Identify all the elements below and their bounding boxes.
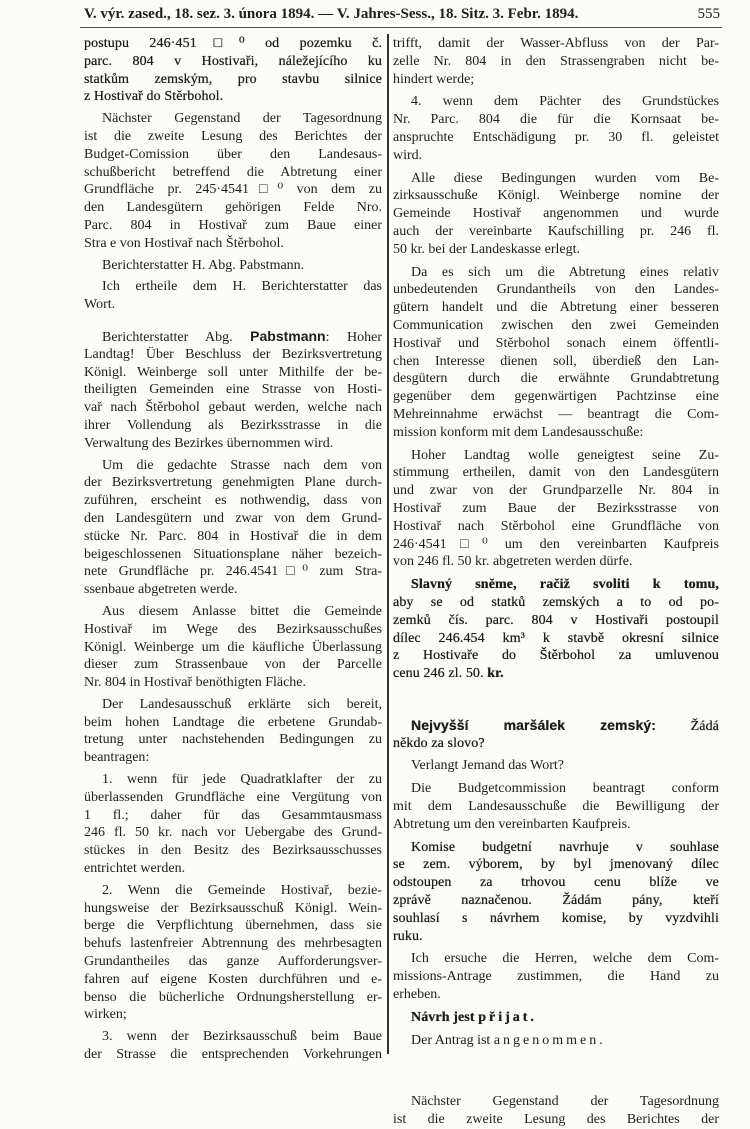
text-line: 4. wenn dem Pächter des Grundstückes: [411, 94, 719, 110]
text-line: berge die Verpflichtung übernehmen, dass sie: [84, 918, 382, 934]
text-line: dieser zum Strassenbaue von der Parcelle: [84, 657, 382, 673]
text-line: Ich ertheile dem H. Berichterstatter das: [102, 279, 382, 295]
left-paragraph: [84, 771, 382, 878]
text-line: wird.: [393, 147, 423, 163]
text-line: Hoher Landtag wolle geneigtest seine Zu-: [411, 447, 719, 463]
text-line: Grundantheiles das ganze Aufforderungsver-: [84, 954, 382, 970]
text-line: Gemeinde Hostivař angenommen und wurde: [393, 206, 719, 222]
text-line: 2. Wenn die Gemeinde Hostivař, bezie-: [102, 882, 382, 898]
bold-text-segment: Pabstmann: [250, 327, 326, 344]
text-line: [393, 717, 719, 735]
right-paragraph: [393, 264, 719, 442]
text-line: behufs lastenfreier Abtrennung des mehrbesagten: [84, 936, 382, 952]
running-header: [84, 6, 720, 26]
text-line: stücke Nr. Parc. 804 in Hostivař die in dem: [84, 528, 382, 544]
header-german-text: V. Jahres-Sess., 18. Sitz. 3. Febr. 1894.: [336, 6, 579, 22]
left-paragraph: [84, 603, 382, 692]
text-line: Hostivař im Wege des Bezirksausschußes: [84, 621, 382, 637]
left-column: [84, 35, 382, 1064]
header-dash: —: [318, 6, 334, 22]
text-line: Da es sich um die Abtretung eines relativ: [411, 264, 719, 280]
text-line: entrichtet werden.: [84, 861, 186, 877]
left-paragraph: [84, 35, 382, 106]
text-line: fahren auf eigene Kosten durchführen und e-: [84, 971, 382, 987]
text-line: der Bezirksvertretung genehmigten Plane durch-: [84, 475, 382, 491]
text-line: Parc. 804 in Hostivař zum Baue einer: [84, 217, 382, 233]
text-line: statkům zemským, pro stavbu silnice: [84, 71, 382, 87]
text-line: theiligten Gemeinden eine Strasse von Hosti-: [84, 382, 382, 398]
right-column: [393, 35, 719, 1129]
right-paragraph: [393, 757, 719, 775]
text-line: [393, 1032, 719, 1050]
text-line: aby se od statků zemských a to od po-: [393, 594, 719, 610]
text-line: vař nach Štěrbohol gebaut werden, welche nach: [84, 400, 382, 416]
text-line: Stra e von Hostivař nach Štěrbohol.: [84, 235, 284, 251]
text-line: odstoupen za trhovou cenu blíže ve: [393, 875, 719, 891]
bold-text-segment: Nejvyšší maršálek zemský:: [411, 716, 657, 733]
text-line: Aus diesem Anlasse bittet die Gemeinde: [102, 603, 382, 619]
text-line: gegenüber dem gegenwärtigen Pachtzinse eine: [393, 389, 719, 405]
text-line: 1. wenn für jede Quadratklafter der zu: [102, 772, 382, 788]
text-line: auch der vereinbarte Kaufschilling pr. 246 fl.: [393, 223, 719, 239]
header-divider: [80, 27, 722, 28]
text-line: Nächster Gegenstand der Tagesordnung: [411, 1094, 719, 1110]
right-paragraph: [393, 447, 719, 572]
text-line: Wort.: [84, 297, 116, 313]
page-number: 555: [697, 6, 720, 22]
text-line: beim hohen Landtage die erbetene Grundab-: [84, 714, 382, 730]
left-paragraph: [84, 278, 382, 314]
text-line: missions-Antrage zustimmen, die Hand zu: [393, 969, 719, 985]
text-line: Hostivař nach Stěrbohol eine Grundfläche von: [393, 518, 719, 534]
right-paragraph: [393, 950, 719, 1003]
text-line: der Strasse die entsprechenden Vorkehrungen: [84, 1047, 382, 1063]
text-line: Grundfläche pr. 245·4541□⁰ von dem zu: [84, 182, 382, 198]
right-paragraph: [393, 93, 719, 164]
text-line: Hostivař und Stěrbohol sonach einem öffentli-: [393, 335, 719, 351]
text-line: anspruchte Entschädigung pr. 30 fl. geleistet: [393, 129, 719, 145]
text-line: mission konform mit dem Landesausschuße:: [393, 424, 644, 440]
text-line: ist die zweite Lesung des Berichtes der: [84, 128, 382, 144]
text-line: Berichterstatter H. Abg. Pabstmann.: [102, 257, 305, 273]
text-line: stückes in den Besitz des Bezirksausschusses: [84, 843, 382, 859]
header-czech-session: [84, 6, 578, 23]
text-line: chen Interesse dienen soll, überdieß den Lan-: [393, 353, 719, 369]
text-line: [393, 576, 719, 594]
text-line: [393, 1009, 719, 1027]
text-line: ruku.: [393, 928, 423, 944]
left-paragraph: [84, 110, 382, 252]
text-line: Nr. Parc. 804 die für die Kornsaat be-: [393, 112, 719, 128]
text-line: 50 kr. bei der Landeskasse erlegt.: [393, 241, 580, 257]
text-line: Komise budgetní navrhuje v souhlase: [411, 839, 719, 855]
text-line: tretung unter nachstehenden Bedingungen zu: [84, 732, 382, 748]
text-line: 1 fl.; daher für das Gesammtausmass: [84, 807, 382, 823]
text-line: nete Grundfläche pr. 246.4541□⁰ zum Stra-: [84, 564, 382, 580]
text-line: 246·4541□⁰ um den vereinbarten Kaufpreis: [393, 536, 719, 552]
text-line: Landtag! Über Beschluss der Bezirksvertretung: [84, 346, 382, 362]
text-line: den Landesgütern und zwar von dem Grund-: [84, 510, 382, 526]
text-line: stimmung ertheilen, damit von den Landesgütern: [393, 465, 719, 481]
text-line: unbedeutenden Grundantheils von den Landes-: [393, 282, 719, 298]
text-line: 246 fl. 50 kr. nach vor Uebergabe des Grund-: [84, 825, 382, 841]
text-line: Königl. Weinberge um die käufliche Überlassung: [84, 639, 382, 655]
text-line: Budget-Comission über den Landesaus-: [84, 146, 382, 162]
text-line: beigeschlossenen Situationsplane näher bezeich-: [84, 546, 382, 562]
text-segment: : Hoher: [325, 329, 382, 345]
text-line: [393, 665, 719, 683]
text-line: postupu 246·451□⁰ od pozemku č.: [84, 36, 382, 51]
text-line: zelle Nr. 804 in den Strassengraben nicht be-: [393, 53, 719, 69]
text-line: und zwar von der Grundparzelle Nr. 804 in: [393, 483, 719, 499]
text-line: zirksausschuße Königl. Weinberge nomine der: [393, 188, 719, 204]
text-line: überlassenden Grundfläche eine Vergütung von: [84, 789, 382, 805]
text-line: Der Landesausschuß erklärte sich bereit,: [102, 696, 382, 712]
bold-text-segment: kr.: [487, 666, 504, 682]
right-paragraph: [393, 1093, 719, 1129]
text-line: Nr. 804 in Hostivař benöthigten Fläche.: [84, 675, 307, 691]
bold-text-segment: přijat.: [478, 1009, 537, 1025]
right-paragraph: [393, 839, 719, 946]
text-line: dílec 246.454 km³ k stavbě okresní silnice: [393, 630, 719, 646]
text-line: Um die gedachte Strasse nach dem von: [102, 457, 382, 473]
text-segment: angenommen.: [493, 1032, 606, 1048]
text-line: z Hostivař do Stěrbohol.: [84, 89, 224, 105]
text-line: Die Budgetcommission beantragt conform: [411, 781, 719, 797]
text-line: benso die bücherliche Ordnungsherstellung er-: [84, 989, 382, 1005]
text-line: Verlangt Jemand das Wort?: [411, 758, 564, 774]
text-line: parc. 804 v Hostivaři, náležejícího ku: [84, 53, 382, 69]
text-segment: Der Antrag ist: [411, 1032, 494, 1048]
right-paragraph: [393, 1032, 719, 1050]
text-line: erheben.: [393, 987, 441, 1003]
text-line: někdo za slovo?: [393, 735, 485, 751]
text-line: hindert werde;: [393, 71, 475, 87]
right-paragraph: [393, 170, 719, 259]
left-paragraph: [84, 257, 382, 275]
text-line: beantragen:: [84, 750, 150, 766]
text-line: ist die zweite Lesung des Berichtes der: [393, 1112, 719, 1128]
text-line: souhlasí s návrhem komise, by vyzdvihli: [393, 910, 719, 926]
bold-text-segment: Návrh jest: [411, 1009, 479, 1025]
right-paragraph: [393, 35, 719, 88]
text-line: Verwaltung des Bezirkes übernommen wird.: [84, 435, 334, 451]
bold-text-segment: Slavný sněme, račiž svoliti k tomu,: [411, 577, 719, 593]
text-line: ihrer Vollendung als Bezirksstrasse in die: [84, 417, 382, 433]
right-paragraph: [393, 576, 719, 683]
text-line: se zem. výborem, by byl jmenovaný dílec: [393, 857, 719, 873]
text-line: gütern handelt und die Abtretung einer besseren: [393, 300, 719, 316]
right-paragraph: [393, 780, 719, 833]
right-paragraph: [393, 717, 719, 753]
text-segment: Berichterstatter Abg.: [102, 329, 251, 345]
header-czech-text: V. výr. zased., 18. sez. 3. února 1894.: [84, 6, 315, 22]
text-line: 3. wenn der Bezirksausschuß beim Baue: [102, 1029, 382, 1045]
text-line: Abtretung um den vereinbarten Kaufpreis.: [393, 816, 631, 832]
text-line: Alle diese Bedingungen wurden vom Be-: [411, 170, 719, 186]
text-line: z Hostivaře do Štěrbohol za umluvenou: [393, 648, 719, 664]
text-line: Communication zwischen den zwei Gemeinden: [393, 317, 719, 333]
text-line: [84, 328, 382, 346]
text-line: ssenbaue abgetreten werde.: [84, 582, 238, 598]
right-paragraph: [393, 1009, 719, 1027]
text-line: schußbericht betreffend die Abtretung einer: [84, 164, 382, 180]
left-paragraph: [84, 1028, 382, 1064]
left-paragraph: [84, 328, 382, 453]
text-segment: Žádá: [656, 718, 719, 734]
text-line: Ich ersuche die Herren, welche dem Com-: [411, 951, 719, 967]
column-divider: [387, 34, 389, 1054]
left-paragraph: [84, 882, 382, 1024]
text-line: desgütern durch die erwähnte Grundabtretung: [393, 371, 719, 387]
text-line: hungsweise der Bezirksausschuß Königl. Wein-: [84, 900, 382, 916]
text-line: von 246 fl. 50 kr. abgetreten werden dürfe.: [393, 554, 633, 570]
left-paragraph: [84, 457, 382, 599]
text-line: zemků čís. parc. 804 v Hostivaři postoupil: [393, 612, 719, 628]
text-line: zuführen, erscheint es nothwendig, dass von: [84, 493, 382, 509]
left-paragraph: [84, 696, 382, 767]
text-line: mit dem Landesausschuße die Bewilligung der: [393, 799, 719, 815]
text-line: Nächster Gegenstand der Tagesordnung: [102, 111, 382, 127]
text-line: Königl. Weinberge soll unter Mithilfe der be-: [84, 364, 382, 380]
text-segment: cenu 246 zl. 50.: [393, 666, 488, 682]
text-line: Hostivař zum Baue der Bezirksstrasse von: [393, 500, 719, 516]
text-line: den Landesgütern gehörigen Felde Nro.: [84, 200, 382, 216]
text-line: Mehreinnahme erwächst — beantragt die Com-: [393, 406, 719, 422]
text-line: wirken;: [84, 1007, 127, 1023]
text-line: zprávě naznačenou. Žádám pány, kteří: [393, 893, 719, 909]
text-line: trifft, damit der Wasser-Abfluss von der Par-: [393, 36, 719, 51]
